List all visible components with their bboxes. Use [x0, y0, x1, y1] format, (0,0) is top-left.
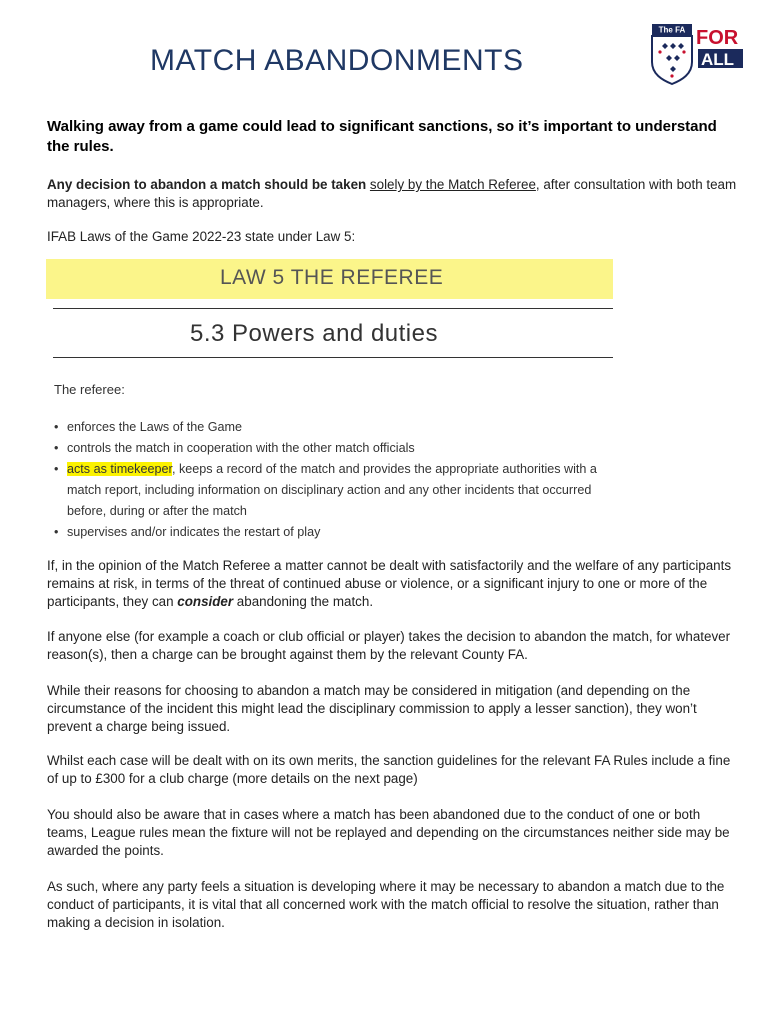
- divider-bottom: [53, 357, 613, 358]
- duties-list: [54, 417, 614, 543]
- opinion-end-text: abandoning the match.: [233, 594, 374, 609]
- decision-referee-emphasis: solely by the Match Referee: [369, 177, 536, 192]
- ifab-reference: IFAB Laws of the Game 2022-23 state under Law 5:: [47, 229, 356, 244]
- law-title: LAW 5 THE REFEREE: [220, 266, 444, 289]
- list-item: • enforces the Laws of the Game: [54, 417, 614, 438]
- opinion-text: If, in the opinion of the Match Referee a matter cannot be dealt with satisfactorily and the welfare of any participants remains at risk, in terms of the threat of continued abuse or violence, or a significant injury to one or more of the participants, they can: [47, 558, 732, 609]
- league-rules-paragraph: You should also be aware that in cases where a match has been abandoned due to the conduct of one or both teams, League rules mean the fixture will not be replayed and depending on the circumstances neither side may be awarded the points.: [47, 807, 730, 858]
- anyone-else-paragraph: If anyone else (for example a coach or club official or player) takes the decision to abandon the match, for whatever reason(s), then a charge can be brought against them by the relevant County FA.: [47, 629, 731, 662]
- list-item: [54, 459, 614, 522]
- referee-opinion-paragraph: [47, 557, 737, 611]
- section-title: 5.3 Powers and duties: [190, 320, 438, 347]
- consider-emphasis: consider: [177, 594, 234, 609]
- referee-intro: The referee:: [54, 382, 125, 397]
- logo-the-fa-text: The FA: [658, 25, 686, 35]
- decision-paragraph: [47, 176, 737, 212]
- fa-for-all-logo: [648, 22, 746, 86]
- decision-rest-text: , after consultation with both team managers, where this is appropriate.: [47, 177, 737, 210]
- logo-all-text: ALL: [701, 50, 735, 69]
- fine-paragraph: Whilst each case will be dealt with on its own merits, the sanction guidelines for the relevant FA Rules include a fine of up to £300 for a club charge (more details on the next page): [47, 753, 731, 786]
- decision-lead-text: Any decision to abandon a match should be taken: [47, 177, 370, 192]
- timekeeper-highlight: acts as timekeeper: [67, 462, 172, 476]
- list-item: • supervises and/or indicates the restart of play: [54, 522, 614, 543]
- list-item: • controls the match in cooperation with the other match officials: [54, 438, 614, 459]
- mitigation-paragraph: While their reasons for choosing to abandon a match may be considered in mitigation (and depending on the circumstance of the incident this might lead the disciplinary commission to apply a lesser sanction), they won’t prevent a charge being issued.: [47, 683, 697, 734]
- conclusion-paragraph: As such, where any party feels a situation is developing where it may be necessary to abandon a match due to the conduct of participants, it is vital that all concerned work with the match official to resolve the situation, rather than making a decision in isolation.: [47, 879, 725, 930]
- intro-statement: Walking away from a game could lead to significant sanctions, so it’s important to understand the rules.: [47, 118, 717, 155]
- duty-text: , keeps a record of the match and provides the appropriate authorities with a match report, including information on disciplinary action and any other incidents that occurred before, during or after the match: [67, 462, 597, 518]
- divider-top: [53, 308, 613, 309]
- logo-for-text: FOR: [696, 27, 739, 49]
- page-title: MATCH ABANDONMENTS: [150, 44, 524, 77]
